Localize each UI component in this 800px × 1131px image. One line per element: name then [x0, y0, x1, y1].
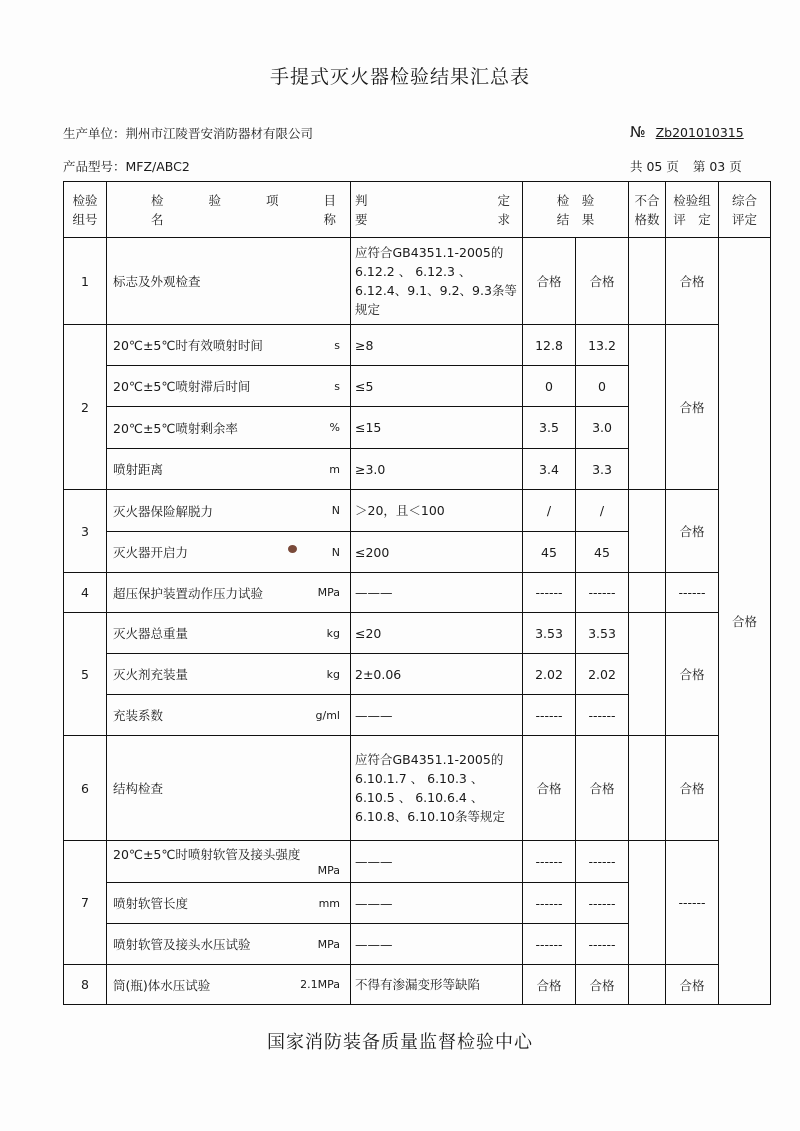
header-overall: 综合 评定 [719, 182, 771, 238]
page-info [630, 157, 756, 175]
result-1: 3.4 [523, 449, 576, 490]
requirement-cell: ——— [351, 924, 523, 965]
result-2: 3.3 [576, 449, 629, 490]
overall-evaluation: 合格 [719, 238, 771, 1005]
group-eval: 合格 [666, 965, 719, 1005]
result-2: ------ [576, 883, 629, 924]
group-eval: 合格 [666, 325, 719, 490]
group-eval: 合格 [666, 613, 719, 736]
fail-count-cell [629, 841, 666, 965]
header-group-eval: 检验组 评 定 [666, 182, 719, 238]
fail-count-cell [629, 573, 666, 613]
result-2: / [576, 490, 629, 532]
result-2: 45 [576, 532, 629, 573]
result-1: 合格 [523, 965, 576, 1005]
item-cell: 20℃±5℃时喷射软管及接头强度 MPa [107, 841, 351, 883]
group-number: 8 [64, 965, 107, 1005]
requirement-cell: ≤20 [351, 613, 523, 654]
result-2: 合格 [576, 238, 629, 325]
requirement-cell: 不得有渗漏变形等缺陷 [351, 965, 523, 1005]
header-item: 检 验 项 目 名 称 [107, 182, 351, 238]
number-value: Zb201010315 [655, 125, 744, 140]
result-1: 合格 [523, 238, 576, 325]
result-1: ------ [523, 924, 576, 965]
group-number: 3 [64, 490, 107, 573]
result-1: 2.02 [523, 654, 576, 695]
requirement-cell: ——— [351, 573, 523, 613]
group-number: 6 [64, 736, 107, 841]
group-eval: ------ [666, 841, 719, 965]
manufacturer: 生产单位：荆州市江陵晋安消防器材有限公司 [63, 126, 314, 141]
document-title: 手提式灭火器检验结果汇总表 [269, 66, 530, 88]
result-2: ------ [576, 841, 629, 883]
group-eval: 合格 [666, 736, 719, 841]
issuing-authority: 国家消防装备质量监督检验中心 [267, 1032, 533, 1053]
product-model: 产品型号：MFZ/ABC2 [63, 159, 190, 174]
result-2: 合格 [576, 736, 629, 841]
number-symbol: № [630, 123, 646, 141]
result-2: 3.0 [576, 407, 629, 449]
result-2: ------ [576, 695, 629, 736]
header-group: 检验 组号 [64, 182, 107, 238]
header-row [64, 182, 771, 238]
fail-count-cell [629, 325, 666, 490]
item-cell: 超压保护装置动作压力试验 MPa [107, 573, 351, 613]
item-cell: 筒(瓶)体水压试验 2.1MPa [107, 965, 351, 1005]
result-1: ------ [523, 695, 576, 736]
header-result: 检 验 结 果 [523, 182, 629, 238]
table-row [64, 613, 771, 654]
header-requirement: 判 定 要 求 [351, 182, 523, 238]
group-eval: ------ [666, 573, 719, 613]
requirement-cell: ——— [351, 883, 523, 924]
result-1: 0 [523, 366, 576, 407]
results-table [63, 181, 771, 1005]
item-cell: 20℃±5℃喷射滞后时间 s [107, 366, 351, 407]
requirement-cell: ——— [351, 841, 523, 883]
result-2: 13.2 [576, 325, 629, 366]
result-1: ------ [523, 883, 576, 924]
result-2: ------ [576, 924, 629, 965]
requirement-cell: ≤5 [351, 366, 523, 407]
group-number: 1 [64, 238, 107, 325]
result-2: 合格 [576, 965, 629, 1005]
item-cell: 喷射软管长度 mm [107, 883, 351, 924]
result-1: 3.5 [523, 407, 576, 449]
group-number: 4 [64, 573, 107, 613]
fail-count-cell [629, 736, 666, 841]
item-cell: 灭火器总重量 kg [107, 613, 351, 654]
requirement-cell: ≤15 [351, 407, 523, 449]
ink-stain [288, 545, 297, 553]
table-row [64, 965, 771, 1005]
item-cell: 20℃±5℃时有效喷射时间 s [107, 325, 351, 366]
result-1: ------ [523, 841, 576, 883]
header-fail-count: 不合 格数 [629, 182, 666, 238]
fail-count-cell [629, 238, 666, 325]
table-row [64, 490, 771, 532]
result-1: 合格 [523, 736, 576, 841]
fail-count-cell [629, 965, 666, 1005]
requirement-cell: 应符合GB4351.1-2005的6.10.1.7 、 6.10.3 、6.10.5 、 6.10.6.4 、6.10.8、6.10.10条等规定 [351, 736, 523, 841]
result-1: 3.53 [523, 613, 576, 654]
requirement-cell: 应符合GB4351.1-2005的6.12.2 、 6.12.3 、6.12.4、9.1、9.2、9.3条等规定 [351, 238, 523, 325]
item-cell: 灭火器开启力 N [107, 532, 351, 573]
requirement-cell: 2±0.06 [351, 654, 523, 695]
fail-count-cell [629, 613, 666, 736]
result-2: 2.02 [576, 654, 629, 695]
requirement-cell: ＞20，且＜100 [351, 490, 523, 532]
current-page: 第 03 页 [692, 159, 742, 174]
item-cell: 20℃±5℃喷射剩余率 % [107, 407, 351, 449]
item-cell: 灭火器保险解脱力 N [107, 490, 351, 532]
result-2: ------ [576, 573, 629, 613]
item-cell: 灭火剂充装量 kg [107, 654, 351, 695]
result-1: 45 [523, 532, 576, 573]
group-number: 2 [64, 325, 107, 490]
item-cell: 充装系数 g/ml [107, 695, 351, 736]
result-1: / [523, 490, 576, 532]
table-row [64, 238, 771, 325]
group-eval: 合格 [666, 490, 719, 573]
result-2: 3.53 [576, 613, 629, 654]
table-row [64, 325, 771, 366]
item-cell: 喷射距离 m [107, 449, 351, 490]
requirement-cell: ≥3.0 [351, 449, 523, 490]
group-number: 7 [64, 841, 107, 965]
requirement-cell: ≤200 [351, 532, 523, 573]
item-cell: 喷射软管及接头水压试验 MPa [107, 924, 351, 965]
table-row [64, 841, 771, 883]
total-pages: 共 05 页 [630, 159, 679, 174]
item-cell: 标志及外观检查 [107, 238, 351, 325]
item-cell: 结构检查 [107, 736, 351, 841]
requirement-cell: ——— [351, 695, 523, 736]
requirement-cell: ≥8 [351, 325, 523, 366]
group-eval: 合格 [666, 238, 719, 325]
table-row [64, 573, 771, 613]
result-1: 12.8 [523, 325, 576, 366]
result-1: ------ [523, 573, 576, 613]
table-row [64, 736, 771, 841]
fail-count-cell [629, 490, 666, 573]
result-2: 0 [576, 366, 629, 407]
report-number [630, 123, 744, 141]
group-number: 5 [64, 613, 107, 736]
